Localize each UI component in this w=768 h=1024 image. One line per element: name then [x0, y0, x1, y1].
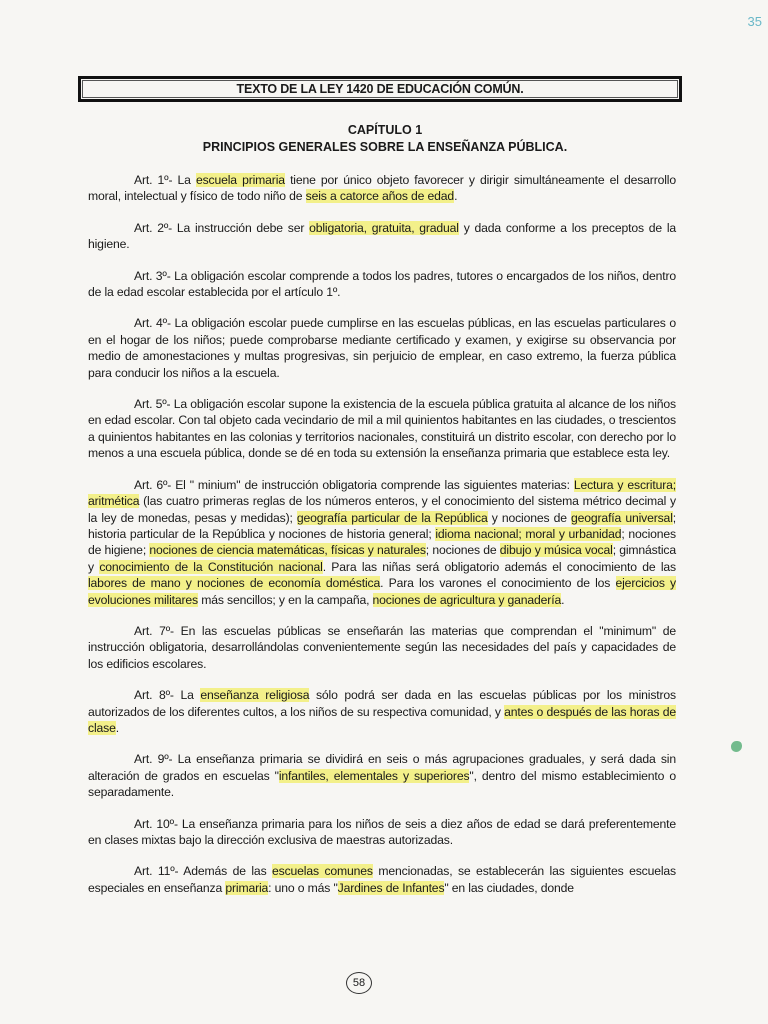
highlighted-text: ejercicios y evoluciones militares: [88, 576, 676, 607]
article-text: Art. 3º- La obligación escolar comprende a todos los padres, tutores o encargados de los niños, dentro de la edad escolar establecida por el artículo 1º.: [88, 268, 676, 300]
article-text: mencionadas, se establecerán las siguientes escuelas especiales en enseñanza: [88, 864, 677, 895]
article-text: Art. 9º- La enseñanza primaria se dividirá en seis o más agrupaciones graduales, y será dada sin alteración de grados en escuelas ": [88, 752, 676, 783]
article-9: [88, 751, 676, 800]
article-text: Art. 8º- La: [134, 688, 201, 703]
article-4: [88, 315, 676, 381]
article-7: [88, 623, 676, 672]
page-number: [346, 972, 372, 994]
highlighted-text: Lectura y escritura; aritmética: [88, 477, 676, 509]
highlighted-text: enseñanza religiosa: [200, 688, 310, 703]
article-text: Art. 11º- Además de las: [134, 864, 273, 879]
article-text: ; historia particular de la República y nociones de historia general;: [88, 510, 676, 541]
article-text: más sencillos; y en la campaña,: [197, 592, 373, 607]
highlighted-text: antes o después de las horas de clase: [88, 704, 677, 735]
article-text: .: [454, 189, 458, 204]
article-text: " en las ciudades, donde: [444, 880, 574, 895]
article-6: [88, 477, 676, 608]
article-3: [88, 268, 676, 301]
article-text: : uno o más ": [268, 880, 338, 895]
article-text: y nociones de: [487, 510, 572, 525]
highlighted-text: labores de mano y nociones de economía doméstica: [88, 576, 381, 591]
articles-body: [88, 172, 676, 911]
highlighted-text: geografía universal: [571, 510, 673, 525]
article-text: Art. 7º- En las escuelas públicas se enseñarán las materias que comprendan el "minimum" de instrucción obligatoria, desarrollándolas convenientemente según las necesidades del país y capacidades de los edificios escolares.: [88, 623, 676, 671]
chapter-heading: [80, 122, 690, 156]
article-text: .: [115, 720, 119, 735]
highlighted-text: seis a catorce años de edad: [305, 189, 455, 204]
article-text: Art. 1º- La: [134, 173, 196, 187]
article-text: . Para los varones el conocimiento de los: [380, 576, 616, 591]
highlighted-text: nociones de ciencia matemáticas, físicas y naturales: [149, 543, 426, 558]
article-5: [88, 396, 676, 462]
article-11: [88, 863, 676, 896]
highlighted-text: escuelas comunes: [272, 864, 373, 879]
article-text: . Para las niñas será obligatorio además el conocimiento de las: [322, 559, 676, 574]
article-text: ", dentro del mismo establecimiento o separadamente.: [88, 768, 676, 800]
highlighted-text: obligatoria, gratuita, gradual: [309, 220, 459, 235]
article-text: ; nociones de: [425, 543, 500, 558]
highlighted-text: Jardines de Infantes: [337, 880, 445, 895]
article-text: ; gimnástica y: [88, 543, 676, 574]
article-text: Art. 6º- El " minium" de instrucción obligatoria comprende las siguientes materias:: [134, 477, 574, 492]
article-text: tiene por único objeto favorecer y dirigir simultáneamente el desarrollo moral, intelectual y físico de todo niño de: [88, 173, 676, 204]
article-2: [88, 220, 676, 253]
article-text: (las cuatro primeras reglas de los números enteros, y el conocimiento del sistema métrico decimal y la ley de monedas, pesas y medidas);: [88, 494, 676, 525]
article-10: [88, 816, 676, 849]
highlighted-text: conocimiento de la Constitución nacional: [99, 559, 323, 574]
highlighted-text: geografía particular de la República: [296, 510, 488, 525]
highlighted-text: infantiles, elementales y superiores: [278, 768, 470, 783]
article-text: Art. 4º- La obligación escolar puede cumplirse en las escuelas públicas, en las escuelas particulares o en el hogar de los niños; puede comprobarse mediante certificado y examen, y exigirse su observancia por medio de amonestaciones y multas progresivas, sin perjuicio de emplear, en caso extremo, la fuerza pública para conducir los niños a la escuela.: [88, 316, 676, 380]
article-text: Art. 2º- La instrucción debe ser: [134, 220, 310, 235]
article-1: [88, 172, 676, 205]
highlighted-text: nociones de agricultura y ganadería: [372, 592, 562, 607]
highlighted-text: escuela primaria: [195, 173, 285, 187]
chapter-title: PRINCIPIOS GENERALES SOBRE LA ENSEÑANZA PÚBLICA.: [202, 140, 568, 154]
article-text: ; nociones de higiene;: [88, 526, 676, 558]
document-title: TEXTO DE LA LEY 1420 DE EDUCACIÓN COMÚN.: [236, 82, 524, 96]
article-text: sólo podrá ser dada en las escuelas públicas por los ministros autorizados de los diferentes cultos, a los niños de su respectiva comunidad, y: [88, 688, 676, 719]
corner-page-number: 35: [747, 14, 762, 29]
highlighted-text: primaria: [225, 880, 269, 895]
article-8: [88, 687, 676, 736]
chapter-number: CAPÍTULO 1: [347, 123, 423, 137]
ink-mark: [731, 741, 742, 752]
page-number-text: 58: [352, 977, 366, 989]
article-text: y dada conforme a los preceptos de la higiene.: [88, 220, 677, 252]
highlighted-text: idioma nacional; moral y urbanidad: [435, 526, 622, 541]
article-text: .: [561, 592, 565, 607]
highlighted-text: dibujo y música vocal: [499, 543, 613, 558]
document-title-box: [78, 76, 682, 102]
article-text: Art. 5º- La obligación escolar supone la existencia de la escuela pública gratuita al alcance de los niños en edad escolar. Con tal objeto cada vecindario de mil a mil quinientos habitantes en las ciudades, o trescientos a quinientos habitantes en las colonias y territorios nacionales, constituirá un distrito escolar, con derecho por lo menos a una escuela pública, donde se dé en toda su extensión la enseñanza primaria que establece esta ley.: [88, 397, 676, 461]
article-text: Art. 10º- La enseñanza primaria para los niños de seis a diez años de edad se dará preferentemente en clases mixtas bajo la dirección exclusiva de maestras autorizadas.: [88, 816, 676, 847]
